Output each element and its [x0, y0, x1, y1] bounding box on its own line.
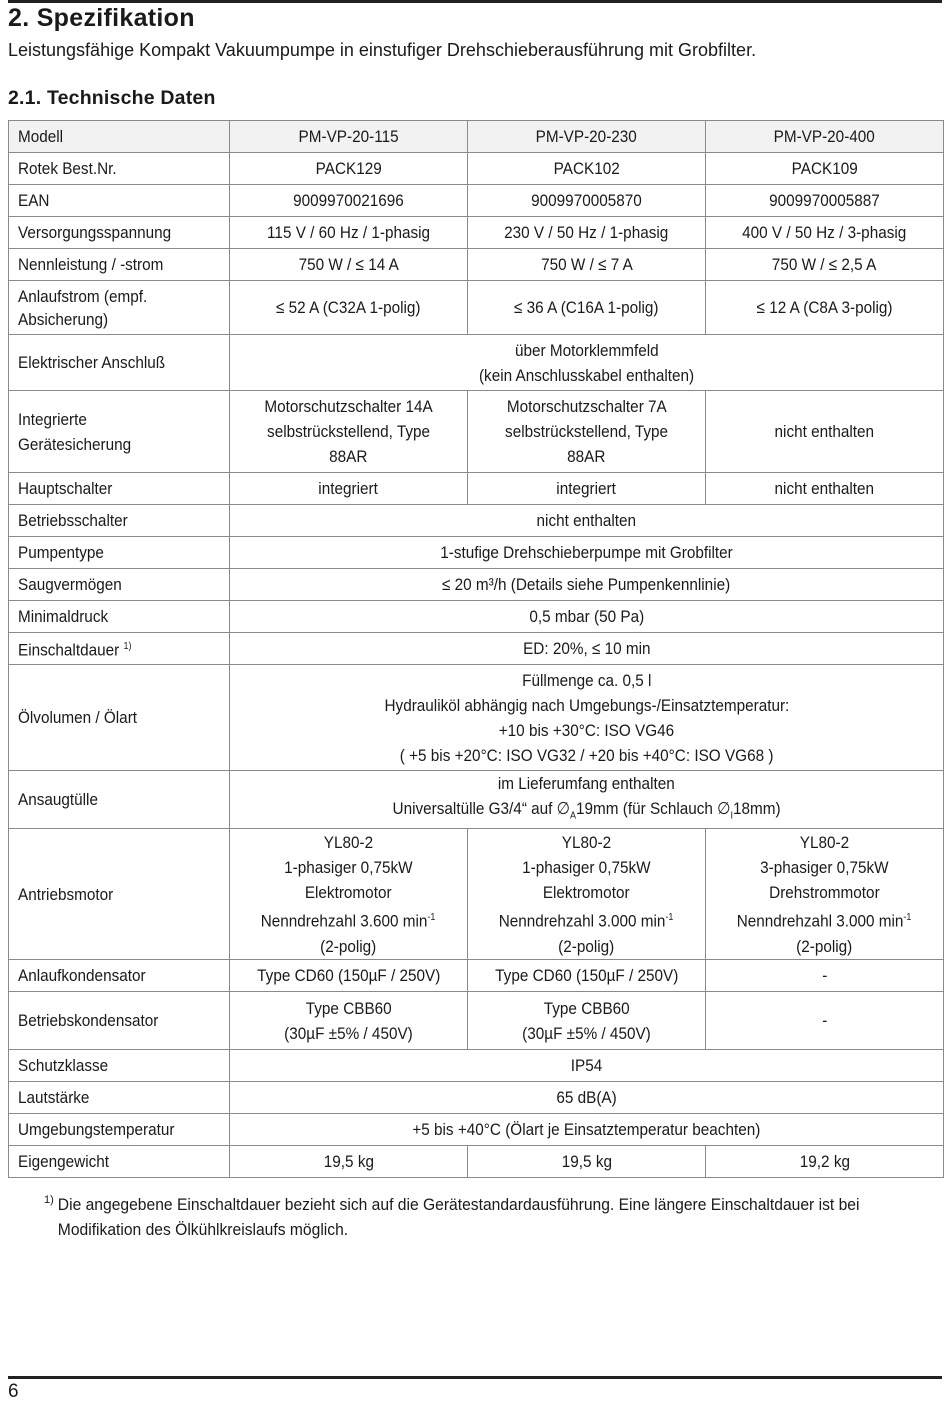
cell-value: YL80-2 3-phasiger 0,75kW Drehstrommotor Nenndrehzahl 3.000 $\min^{-1}$ (2-polig)	[706, 829, 944, 960]
cell-value: ≤ 52 A (C32A 1-polig)	[230, 281, 468, 335]
table-row-saugvermoegen	[9, 569, 944, 601]
row-label: Modell	[9, 121, 230, 153]
cell-value: 1-stufige Drehschieberpumpe mit Grobfilter	[230, 537, 944, 569]
footnote-text: Die angegebene Einschaltdauer bezieht sich auf die Gerätestandardausführung. Eine längere Einschaltdauer ist bei Modifikation des Ölkühlkreislaufs möglich.	[57, 1195, 860, 1239]
table-row-hauptschalter	[9, 473, 944, 505]
cell-value: -	[706, 960, 944, 992]
row-label: Eigengewicht	[9, 1146, 230, 1178]
row-label: Betriebskondensator	[9, 992, 230, 1050]
cell-value: 750 W / ≤ 2,5 A	[706, 249, 944, 281]
cell-value: nicht enthalten	[706, 391, 944, 473]
table-row-eigengewicht	[9, 1146, 944, 1178]
table-row-ansaugtuelle	[9, 771, 944, 829]
model-name: PM-VP-20-400	[706, 121, 944, 153]
row-label: EAN	[9, 185, 230, 217]
model-name: PM-VP-20-230	[468, 121, 706, 153]
cell-value: Füllmenge ca. 0,5 l Hydrauliköl abhängig nach Umgebungs-/Einsatztemperatur: +10 bis +30°C: ISO VG46 ( +5 bis +20°C: ISO VG32 / +20 bis +40°C: ISO VG68 )	[230, 665, 944, 771]
cell-value: nicht enthalten	[706, 473, 944, 505]
footnote-mark: 1)	[44, 1194, 54, 1206]
cell-value: 19,5 kg	[230, 1146, 468, 1178]
table-row-modell	[9, 121, 944, 153]
table-row-oelvolumen	[9, 665, 944, 771]
cell-value: 9009970005870	[468, 185, 706, 217]
cell-value: im Lieferumfang enthalten Universaltülle G3/4“ auf $\emptyset_A19mm$ (für Schlauch $\emptyset_I18mm$)	[230, 771, 944, 829]
cell-value: PACK102	[468, 153, 706, 185]
cell-value: 19,5 kg	[468, 1146, 706, 1178]
bottom-rule	[8, 1376, 942, 1379]
row-label: Schutzklasse	[9, 1050, 230, 1082]
cell-value: YL80-2 1-phasiger 0,75kW Elektromotor Nenndrehzahl 3.600 $\min^{-1}$ (2-polig)	[230, 829, 468, 960]
row-label: Saugvermögen	[9, 569, 230, 601]
footnote-ref: 1)	[123, 641, 132, 653]
table-row-umgebungstemperatur	[9, 1114, 944, 1146]
cell-value: Type CD60 (150µF / 250V)	[230, 960, 468, 992]
cell-value: YL80-2 1-phasiger 0,75kW Elektromotor Nenndrehzahl 3.000 $\min^{-1}$ (2-polig)	[468, 829, 706, 960]
cell-value: 65 dB(A)	[230, 1082, 944, 1114]
cell-value: IP54	[230, 1050, 944, 1082]
cell-value: Motorschutzschalter 14A selbstrückstellend, Type 88AR	[230, 391, 468, 473]
table-row-pumpentype	[9, 537, 944, 569]
table-row-anlaufstrom	[9, 281, 944, 335]
cell-value: integriert	[230, 473, 468, 505]
row-label: Rotek Best.Nr.	[9, 153, 230, 185]
cell-value: Motorschutzschalter 7A selbstrückstellend, Type 88AR	[468, 391, 706, 473]
table-row-anlaufkondensator	[9, 960, 944, 992]
cell-value: Type CBB60 (30µF ±5% / 450V)	[230, 992, 468, 1050]
row-label: Hauptschalter	[9, 473, 230, 505]
cell-value: 750 W / ≤ 14 A	[230, 249, 468, 281]
row-label: Einschaltdauer $^{1)}$	[9, 633, 230, 665]
footnote	[44, 1192, 924, 1242]
table-row-antriebsmotor	[9, 829, 944, 960]
cell-value: 0,5 mbar (50 Pa)	[230, 601, 944, 633]
cell-value: ≤ 12 A (C8A 3-polig)	[706, 281, 944, 335]
cell-value: ≤ 36 A (C16A 1-polig)	[468, 281, 706, 335]
cell-value: 750 W / ≤ 7 A	[468, 249, 706, 281]
table-row-betriebskondensator	[9, 992, 944, 1050]
top-rule	[8, 0, 942, 3]
table-row-anschluss	[9, 335, 944, 391]
row-label: Anlaufkondensator	[9, 960, 230, 992]
row-label: Nennleistung / -strom	[9, 249, 230, 281]
table-row-nennleistung	[9, 249, 944, 281]
table-row-einschaltdauer	[9, 633, 944, 665]
table-row-betriebsschalter	[9, 505, 944, 537]
section-title: 2. Spezifikation	[8, 4, 195, 32]
cell-value: Type CD60 (150µF / 250V)	[468, 960, 706, 992]
row-label: Antriebsmotor	[9, 829, 230, 960]
row-label: Minimaldruck	[9, 601, 230, 633]
cell-value: 115 V / 60 Hz / 1-phasig	[230, 217, 468, 249]
table-row-lautstaerke	[9, 1082, 944, 1114]
cell-value: PACK129	[230, 153, 468, 185]
row-label: Versorgungsspannung	[9, 217, 230, 249]
cell-value: PACK109	[706, 153, 944, 185]
page-number: 6	[8, 1381, 19, 1402]
cell-value: nicht enthalten	[230, 505, 944, 537]
table-row-geraetesicherung	[9, 391, 944, 473]
row-label: Pumpentype	[9, 537, 230, 569]
cell-value: 19,2 kg	[706, 1146, 944, 1178]
tech-data-table	[8, 120, 944, 1178]
row-label: Betriebsschalter	[9, 505, 230, 537]
cell-value: +5 bis +40°C (Ölart je Einsatztemperatur beachten)	[230, 1114, 944, 1146]
row-label: Ansaugtülle	[9, 771, 230, 829]
cell-value: 400 V / 50 Hz / 3-phasig	[706, 217, 944, 249]
cell-value: ≤ 20 m³/h (Details siehe Pumpenkennlinie)	[230, 569, 944, 601]
row-label: Integrierte Gerätesicherung	[9, 391, 230, 473]
table-row-ean	[9, 185, 944, 217]
table-row-versorgungsspannung	[9, 217, 944, 249]
cell-value: integriert	[468, 473, 706, 505]
table-row-bestnr	[9, 153, 944, 185]
table-row-schutzklasse	[9, 1050, 944, 1082]
cell-value: -	[706, 992, 944, 1050]
table-row-minimaldruck	[9, 601, 944, 633]
cell-value: 9009970005887	[706, 185, 944, 217]
subsection-title: 2.1. Technische Daten	[8, 87, 216, 109]
row-label: Elektrischer Anschluß	[9, 335, 230, 391]
model-name: PM-VP-20-115	[230, 121, 468, 153]
row-label: Umgebungstemperatur	[9, 1114, 230, 1146]
cell-value: Type CBB60 (30µF ±5% / 450V)	[468, 992, 706, 1050]
row-label: Lautstärke	[9, 1082, 230, 1114]
cell-value: 230 V / 50 Hz / 1-phasig	[468, 217, 706, 249]
row-label: Anlaufstrom (empf. Absicherung)	[9, 281, 230, 335]
cell-value: 9009970021696	[230, 185, 468, 217]
row-label: Ölvolumen / Ölart	[9, 665, 230, 771]
cell-value: über Motorklemmfeld (kein Anschlusskabel enthalten)	[230, 335, 944, 391]
section-intro: Leistungsfähige Kompakt Vakuumpumpe in einstufiger Drehschieberausführung mit Grobfilter.	[8, 40, 757, 60]
cell-value: ED: 20%, ≤ 10 min	[230, 633, 944, 665]
